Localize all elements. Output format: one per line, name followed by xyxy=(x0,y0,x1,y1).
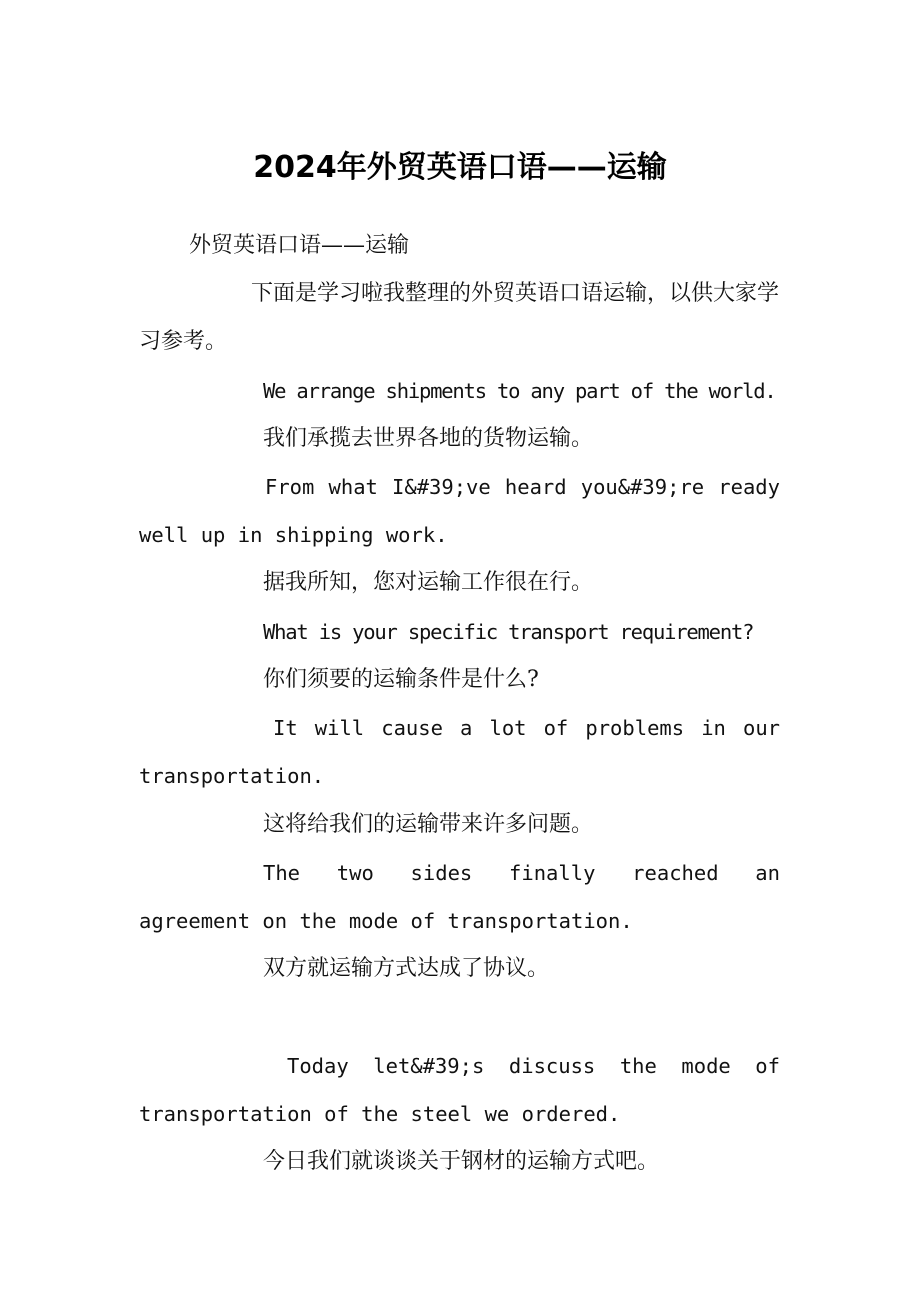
sentence-1-chinese: 我们承揽去世界各地的货物运输。 xyxy=(263,426,594,451)
sentence-4-english: It will cause a lot of problems in our transportation. xyxy=(139,716,780,788)
sentence-1-english: We arrange shipments to any part of the world. xyxy=(263,379,776,403)
sentence-6-english: Today let&#39;s discuss the mode of transportation of the steel we ordered. xyxy=(139,1054,780,1126)
intro-paragraph: 下面是学习啦我整理的外贸英语口语运输，以供大家学习参考。 xyxy=(139,281,780,354)
sentence-2-english: From what I&#39;ve heard you&#39;re ready well up in shipping work. xyxy=(139,475,780,547)
sentence-4-chinese: 这将给我们的运输带来许多问题。 xyxy=(263,812,594,837)
sentence-5-chinese: 双方就运输方式达成了协议。 xyxy=(263,956,550,981)
sentence-5-english: The two sides finally reached an agreement on the mode of transportation. xyxy=(139,861,780,933)
subtitle: 外贸英语口语——运输 xyxy=(189,233,410,258)
page-title: 2024年外贸英语口语——运输 xyxy=(253,150,667,185)
sentence-3-english: What is your specific transport requirement? xyxy=(263,620,754,644)
sentence-6-chinese: 今日我们就谈谈关于钢材的运输方式吧。 xyxy=(263,1149,660,1174)
sentence-3-chinese: 你们须要的运输条件是什么? xyxy=(263,667,539,692)
sentence-2-chinese: 据我所知，您对运输工作很在行。 xyxy=(263,570,594,595)
